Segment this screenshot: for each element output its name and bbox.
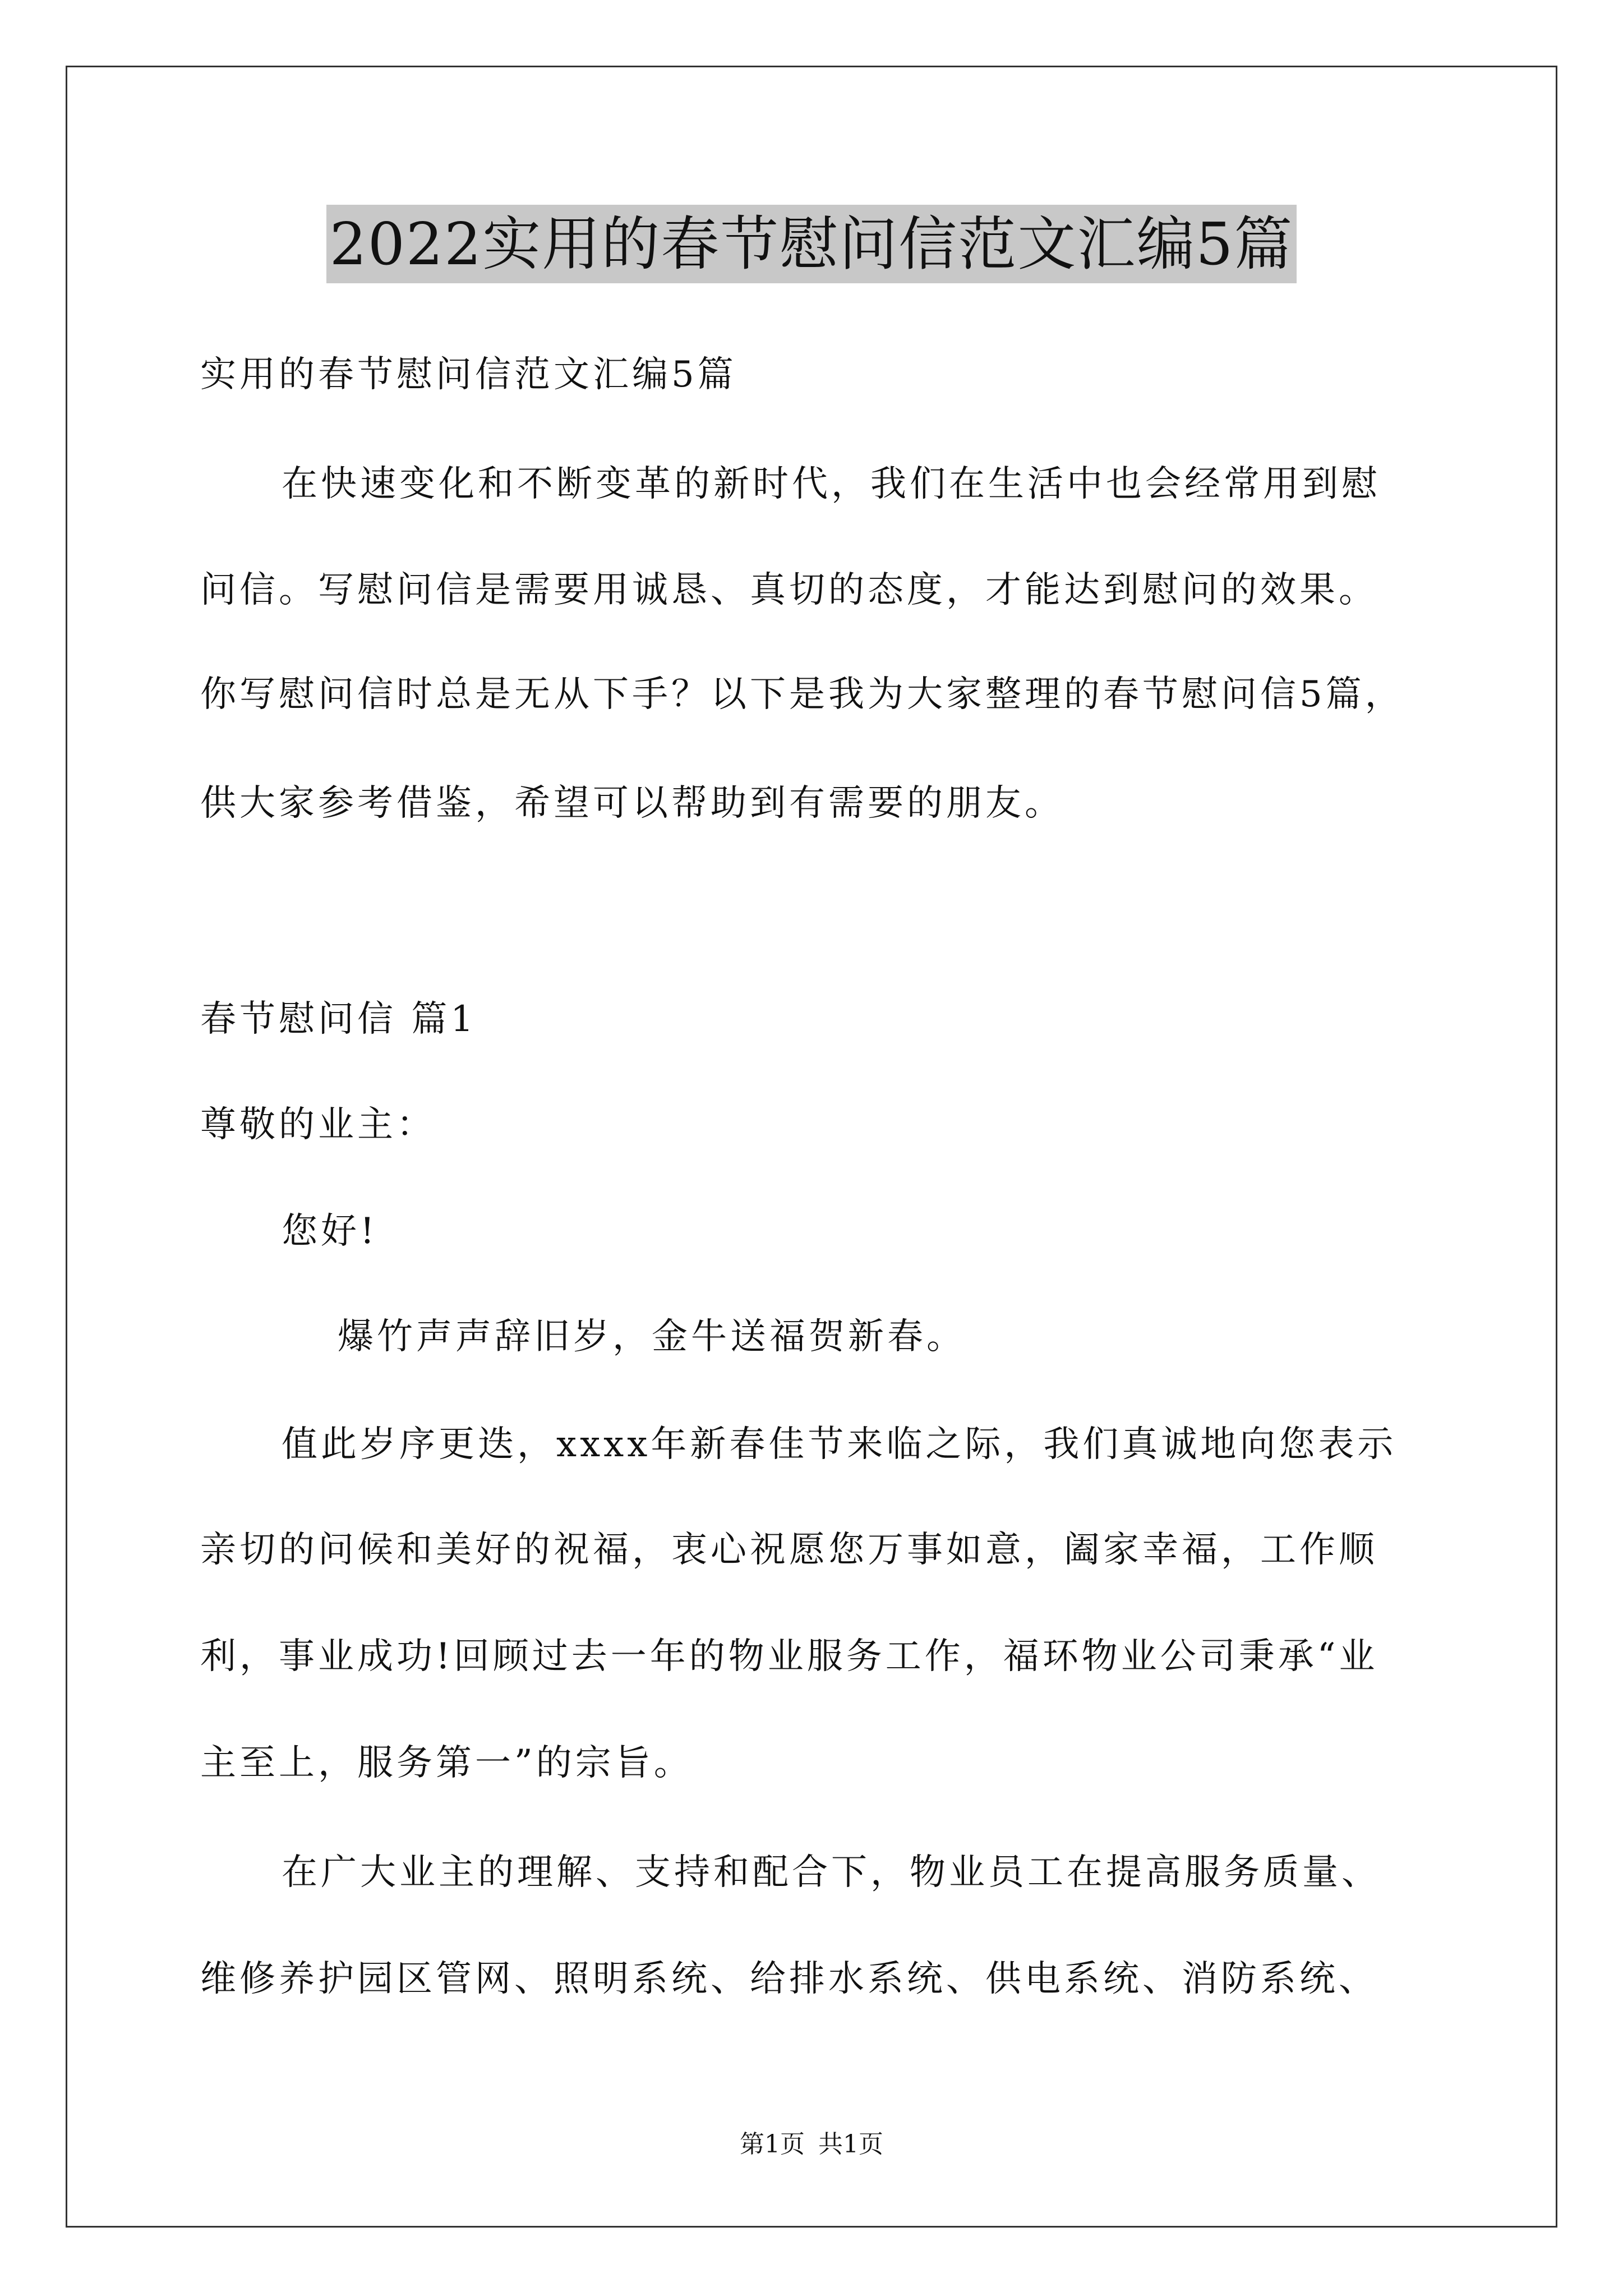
intro-line: 你写慰问信时总是无从下手？以下是我为大家整理的春节慰问信5篇，: [200, 674, 1404, 715]
body-line: 维修养护园区管网、照明系统、给排水系统、供电系统、消防系统、: [200, 1958, 1378, 2000]
page-total: 共1页: [818, 2130, 883, 2159]
body-line: 主至上，服务第一”的宗旨。: [200, 1742, 693, 1784]
body-line: 利，事业成功!回顾过去一年的物业服务工作，福环物业公司秉承“业: [200, 1636, 1378, 1677]
body-line: 亲切的问候和美好的祝福，衷心祝愿您万事如意，阖家幸福，工作顺: [200, 1529, 1378, 1571]
title-container: [0, 205, 1623, 283]
body-line: 在广大业主的理解、支持和配合下，物业员工在提高服务质量、: [282, 1852, 1381, 1893]
intro-line: 在快速变化和不断变革的新时代，我们在生活中也会经常用到慰: [282, 463, 1381, 505]
section-heading: 春节慰问信 篇1: [200, 999, 477, 1040]
greeting: 您好!: [282, 1211, 378, 1252]
document-subtitle: 实用的春节慰问信范文汇编5篇: [200, 354, 737, 395]
page-footer: [0, 2129, 1623, 2160]
intro-line: 问信。写慰问信是需要用诚恳、真切的态度，才能达到慰问的效果。: [200, 569, 1378, 611]
couplet: 爆竹声声辞旧岁，金牛送福贺新春。: [338, 1316, 966, 1358]
body-line: 值此岁序更迭，xxxx年新春佳节来临之际，我们真诚地向您表示: [282, 1424, 1397, 1465]
document-title: 2022实用的春节慰问信范文汇编5篇: [326, 205, 1297, 283]
salutation: 尊敬的业主：: [200, 1104, 436, 1145]
page-current: 第1页: [740, 2130, 805, 2159]
intro-line: 供大家参考借鉴，希望可以帮助到有需要的朋友。: [200, 783, 1064, 824]
